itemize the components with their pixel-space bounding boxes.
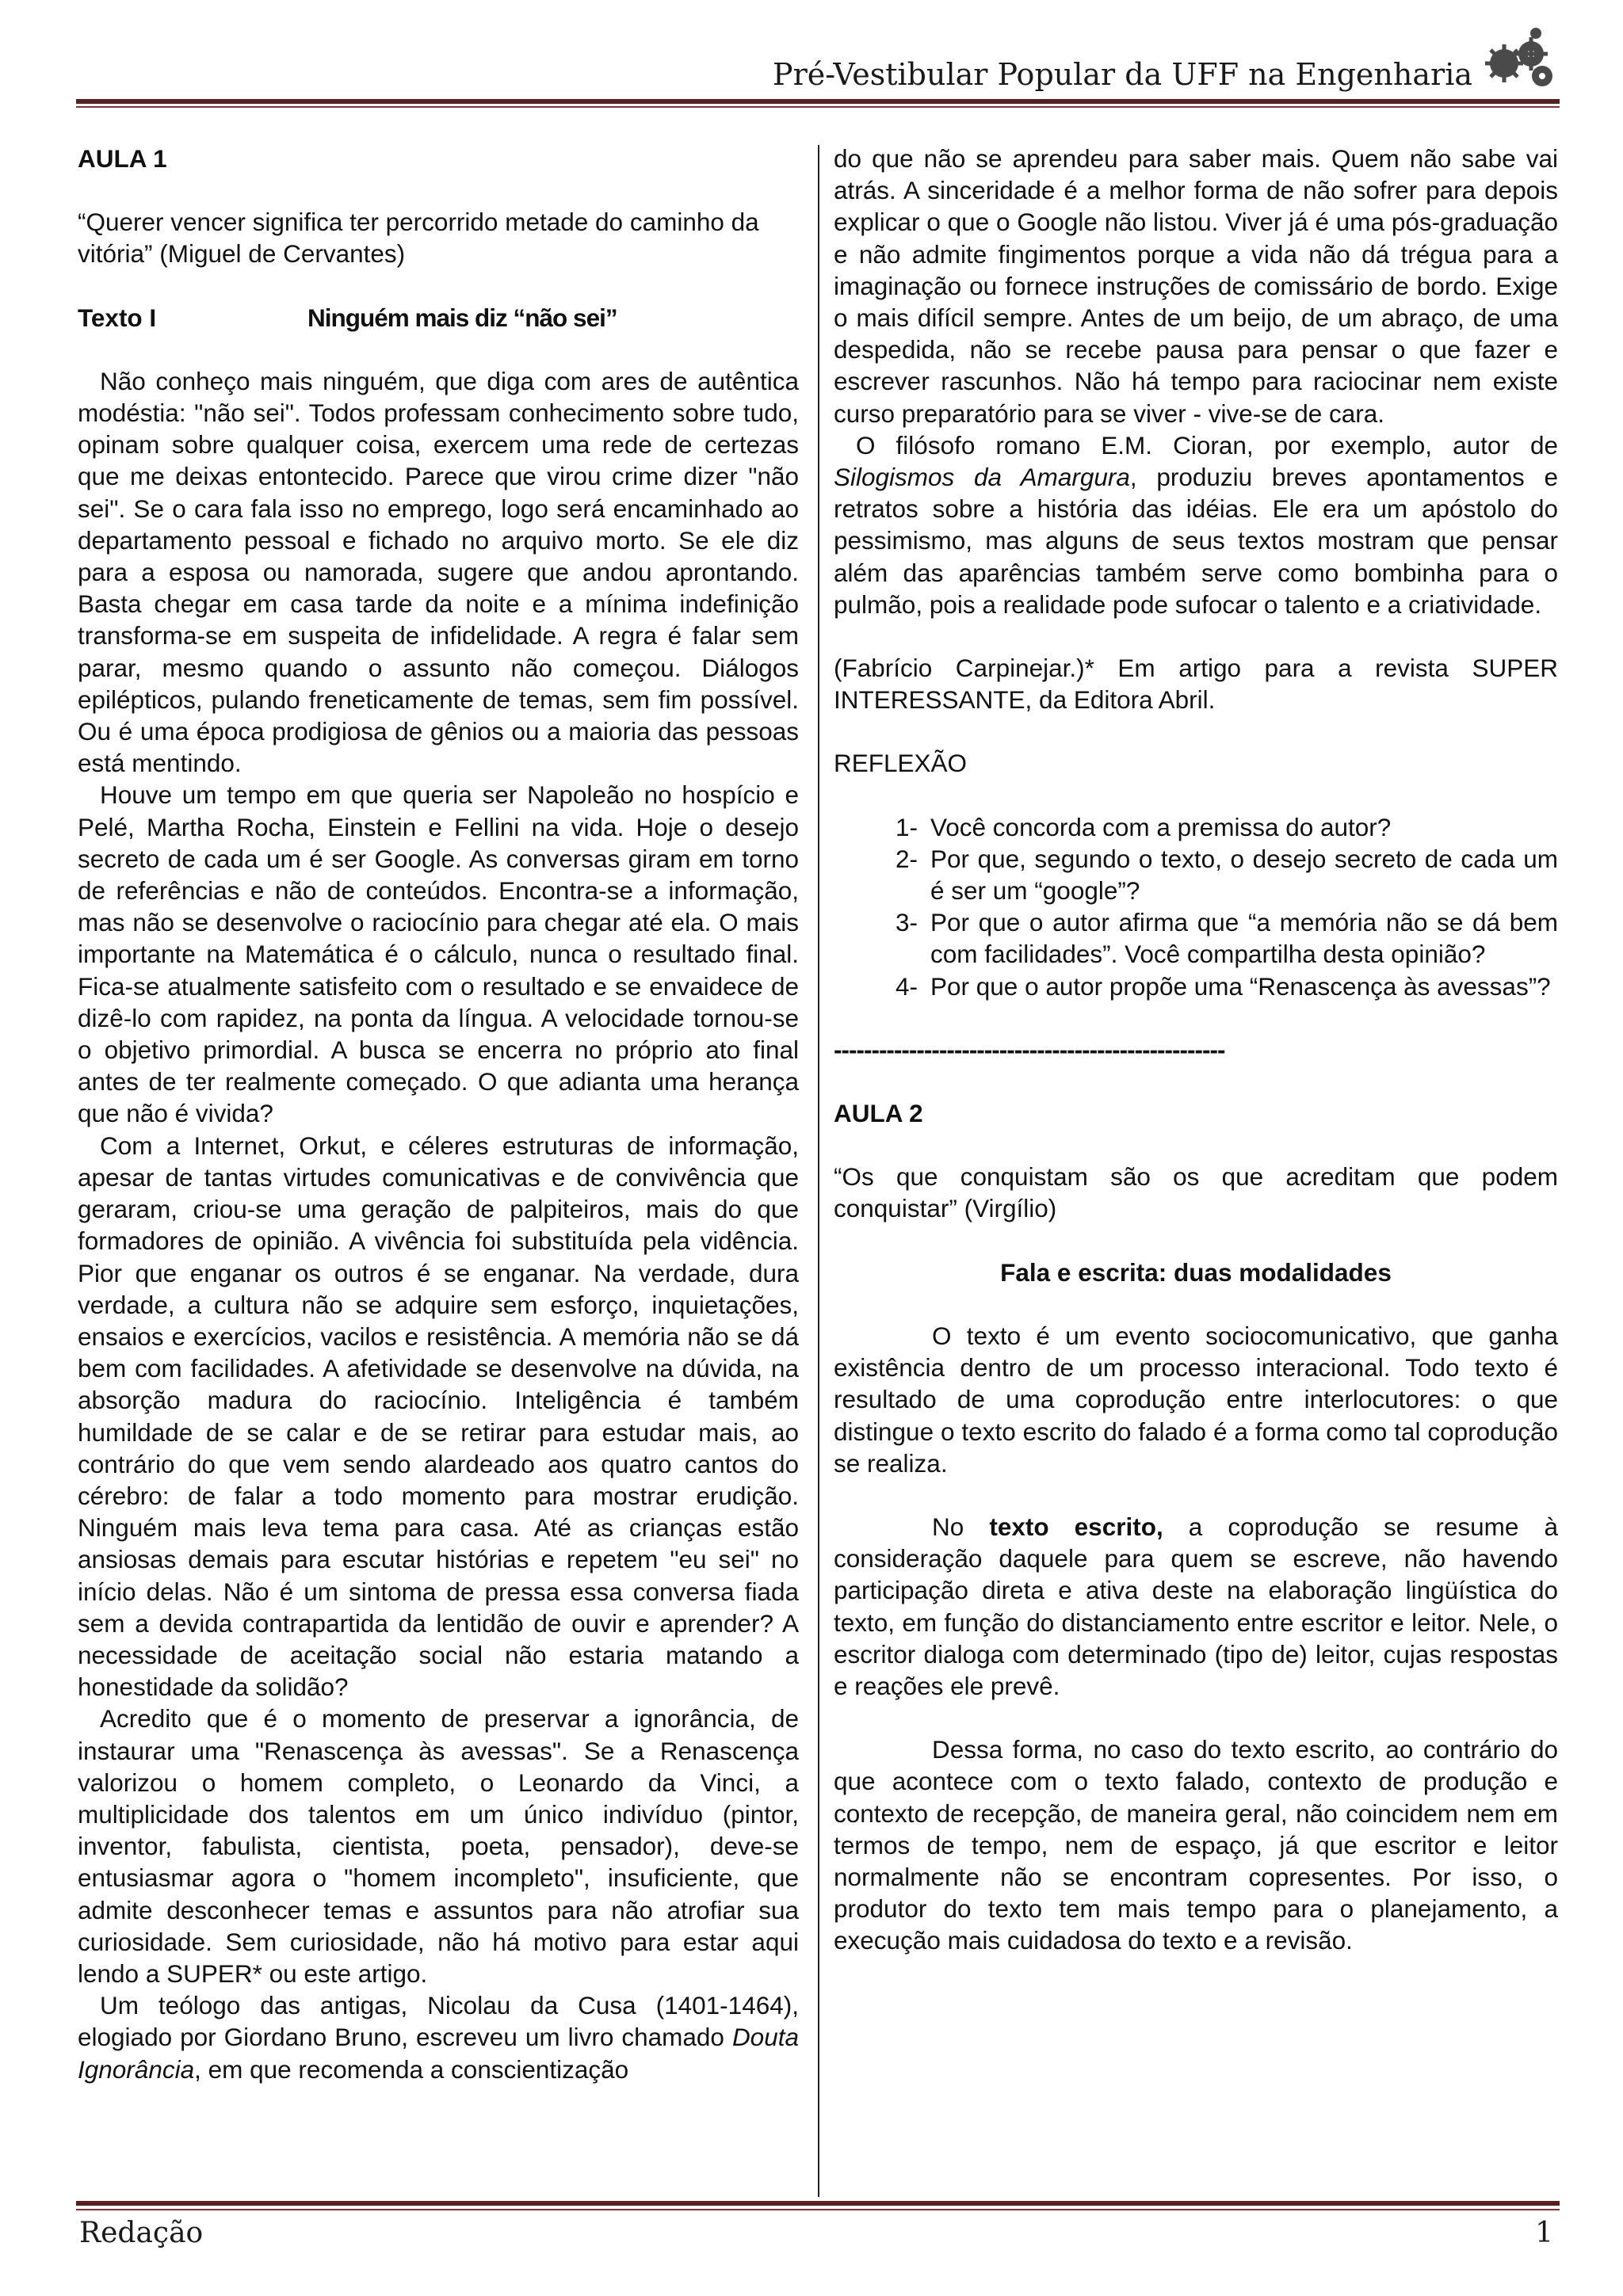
footer-subject: Redação [79,2217,204,2249]
right-column [834,143,1558,1957]
header-rule [76,99,1560,104]
question-item: 2- Por que, segundo o texto, o desejo secreto de cada um é ser um “google”? [895,844,1558,906]
question-item: 3- Por que o autor afirma que “a memória não se dá bem com facilidades”. Você compartilha desta opinião? [895,908,1558,969]
gears-logo-icon [1480,22,1560,93]
emphasis: texto escrito, [989,1512,1163,1541]
left-column [78,143,799,2085]
section-title: Fala e escrita: duas modalidades [1000,1257,1392,1287]
paragraph: O texto é um evento sociocomunicativo, que ganha existência dentro de um processo interacional. Todo texto é resultado de uma coprodução entre interlocutores: o que distingue o texto escrito do falado é a forma como tal coprodução se realiza. [834,1321,1558,1478]
page-header-title: Pré-Vestibular Popular da UFF na Engenharia [773,57,1472,92]
paragraph: Um teólogo das antigas, Nicolau da Cusa (1401-1464), elogiado por Giordano Bruno, escreveu um livro chamado Douta Ignorância, em que recomenda a conscientização [78,1991,799,2084]
text-title: Ninguém mais diz “não sei” [307,303,617,332]
book-title: Silogismos da Amargura [834,463,1130,492]
source-note: (Fabrício Carpinejar.)* Em artigo para a revista SUPER INTERESSANTE, da Editora Abril. [834,654,1558,715]
paragraph: Acredito que é o momento de preservar a ignorância, de instaurar uma "Renascença às avessas". Se a Renascença valorizou o homem completo, o Leonardo da Vinci, a multiplicidade dos talentos em um único indivíduo (pintor, inventor, fabulista, cientista, poeta, pensador), deve-se entusiasmar agora o "homem incompleto", insuficiente, que admite desconhecer temas e assuntos para não atrofiar sua curiosidade. Sem curiosidade, não há motivo para estar aqui lendo a SUPER* ou este artigo. [78,1704,799,1988]
book-title: Douta Ignorância [78,2023,799,2084]
question-item: 4- Por que o autor propõe uma “Renascença às avessas”? [895,971,1551,1001]
paragraph: Com a Internet, Orkut, e céleres estruturas de informação, apesar de tantas virtudes comunicativas e de convivência que geraram, criou-se uma geração de palpiteiros, mais do que formadores de opinião. A vivência foi substituída pela vidência. Pior que enganar os outros é se enganar. Na verdade, dura verdade, a cultura não se adquire sem esforço, inquietações, ensaios e exercícios, vacilos e resistência. A memória não se dá bem com facilidades. A afetividade se desenvolve na dúvida, na absorção madura do raciocínio. Inteligência é também humildade de se calar e de se retirar para estudar mais, ao contrário do que vem sendo alardeado aos quatro cantos do cérebro: de falar a todo momento para mostrar erudição. Ninguém mais leva tema para casa. Até as crianças estão ansiosas demais para escutar histórias e repetem "eu sei" no início delas. Não é um sintoma de pressa essa conversa fiada sem a devida contrapartida da lentidão de ouvir e aprender? A necessidade de aceitação social não estaria matando a honestidade da solidão? [78,1131,799,1702]
dashed-divider: ---------------------------------------------------- [834,1035,1225,1064]
reflection-heading: REFLEXÃO [834,749,968,778]
lesson-heading: AULA 2 [834,1099,923,1128]
column-divider [818,145,819,2197]
paragraph: Houve um tempo em que queria ser Napoleão no hospício e Pelé, Martha Rocha, Einstein e Fellini na vida. Hoje o desejo secreto de cada um é ser Google. As conversas giram em torno de referências e não de conteúdos. Encontra-se a informação, mas não se desenvolve o raciocínio para chegar até ela. O mais importante na Matemática é o cálculo, nunca o resultado final. Fica-se atualmente satisfeito com o resultado e se envaidece de dizê-lo com rapidez, na ponta da língua. A velocidade tornou-se o objetivo primordial. A busca se encerra no próprio ato final antes de ter realmente começado. O que adianta uma herança que não é vivida? [78,780,799,1128]
question-list [834,811,1558,1002]
epigraph: “Querer vencer significa ter percorrido metade do caminho da vitória” (Miguel de Cervantes) [78,208,759,269]
paragraph: No texto escrito, a coprodução se resume à consideração daquele para quem se escreve, não havendo participação direta e ativa deste na elaboração lingüística do texto, em função do distanciamento entre escritor e leitor. Nele, o escritor dialoga com determinado (tipo de) leitor, cujas respostas e reações ele prevê. [834,1512,1558,1700]
lesson-heading: AULA 1 [78,144,167,173]
footer-rule-thin [76,2209,1560,2210]
text-label: Texto I [78,303,157,332]
paragraph: do que não se aprendeu para saber mais. Quem não sabe vai atrás. A sinceridade é a melhor forma de não sofrer para depois explicar o que o Google não listou. Viver já é uma pós-graduação e não admite fingimentos porque a vida não dá trégua para a imaginação ou fornece instruções de comissário de bordo. Exige o mais difícil sempre. Antes de um beijo, de um abraço, de uma despedida, não se recebe pausa para pensar o que fazer e escrever rascunhos. Não há tempo para raciocinar nem existe curso preparatório para se viver - vive-se de cara. [834,144,1558,428]
question-item: 1- Você concorda com a premissa do autor? [895,812,1392,841]
paragraph: Não conheço mais ninguém, que diga com ares de autêntica modéstia: "não sei". Todos professam conhecimento sobre tudo, opinam sobre qualquer coisa, exercem uma rede de certezas que me deixas entontecido. Parece que virou crime dizer "não sei". Se o cara fala isso no emprego, logo será encaminhado ao departamento pessoal e fichado no arquivo morto. Se ele diz para a esposa ou namorada, sugere que andou aprontando. Basta chegar em casa tarde da noite e a mínima indefinição transforma-se em suspeita de infidelidade. A regra é falar sem parar, mesmo quando o assunto não começou. Diálogos epilépticos, pulando freneticamente de temas, sem fim possível. Ou é uma época prodigiosa de gênios ou a maioria das pessoas está mentindo. [78,366,799,778]
page-number: 1 [1535,2217,1553,2249]
header-rule-thin [76,106,1560,108]
epigraph: “Os que conquistam são os que acreditam que podem conquistar” (Virgílio) [834,1162,1558,1223]
paragraph: O filósofo romano E.M. Cioran, por exemplo, autor de Silogismos da Amargura, produziu breves apontamentos e retratos sobre a história das idéias. Ele era um apóstolo do pessimismo, mas alguns de seus textos mostram que pensar além das aparências também serve como bombinha para o pulmão, pois a realidade pode sufocar o talento e a criatividade. [834,430,1558,619]
footer-rule [76,2201,1560,2206]
paragraph: Dessa forma, no caso do texto escrito, ao contrário do que acontece com o texto falado, contexto de produção e contexto de recepção, de maneira geral, não coincidem nem em termos de tempo, nem de espaço, já que escritor e leitor normalmente não se encontram copresentes. Por isso, o produtor do texto tem mais tempo para o planejamento, a execução mais cuidadosa do texto e a revisão. [834,1735,1558,1955]
text-heading [78,302,799,334]
